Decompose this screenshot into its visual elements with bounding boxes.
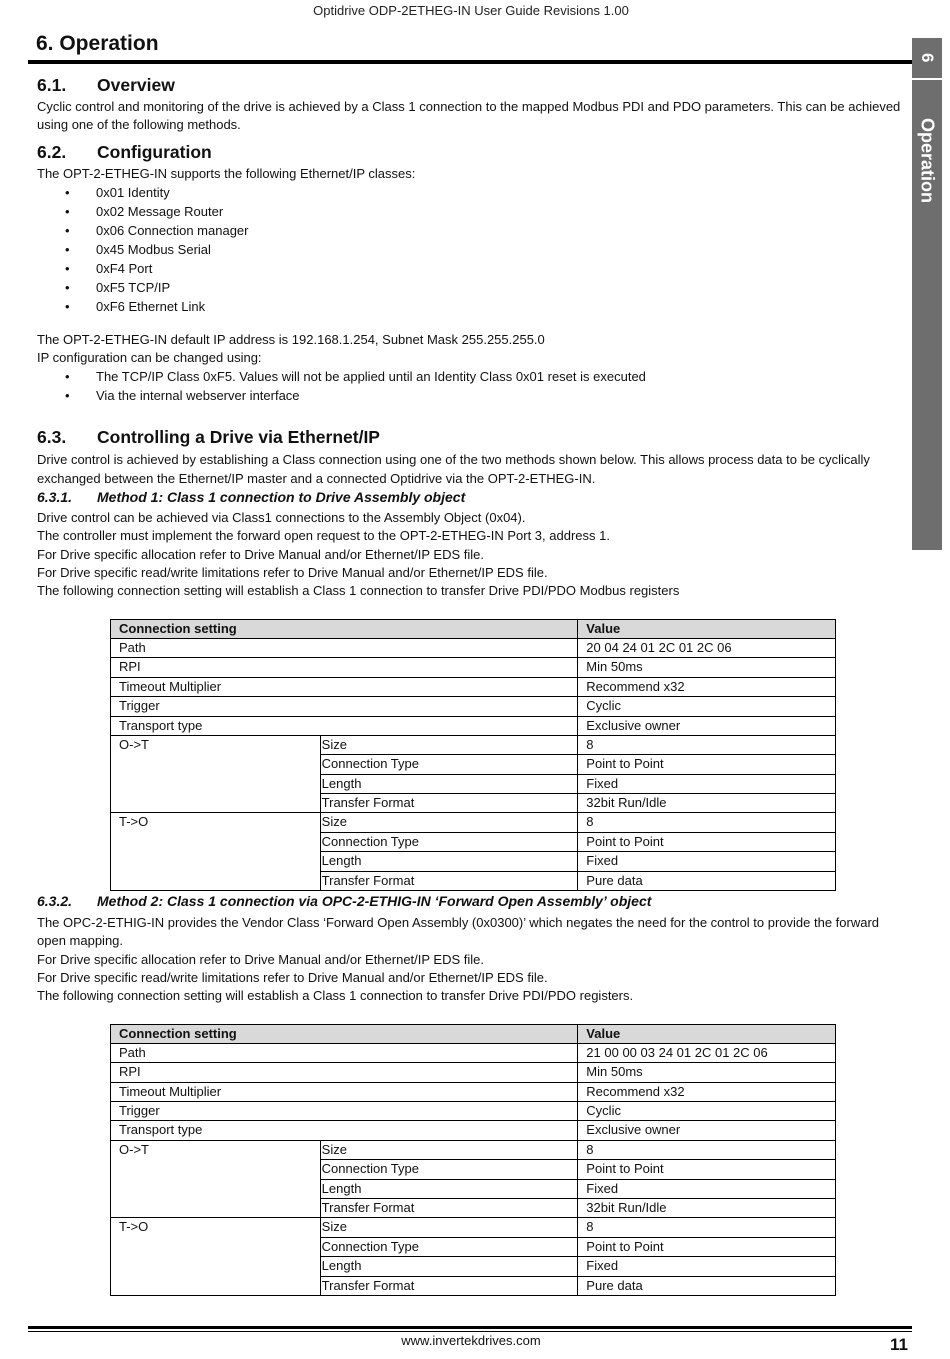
table-cell: Connection Type (320, 832, 578, 851)
ip-method-list (37, 367, 909, 405)
table-cell: Min 50ms (578, 1063, 836, 1082)
subsection-heading-6-3-1 (37, 488, 909, 507)
table-cell: Trigger (111, 697, 578, 716)
section-number: 6.3. (37, 427, 67, 448)
table-cell: Point to Point (578, 755, 836, 774)
table-cell: Timeout Multiplier (111, 1082, 578, 1101)
subsection-number: 6.3.1. (37, 489, 73, 506)
chapter-title: 6. Operation (36, 32, 159, 55)
controlling-paragraph: Drive control is achieved by establishing a Class connection using one of the two methods shown below. This allows process data to be cyclically exchanged between the Ethernet/IP master and a connected Optidrive via the OPT-2-ETHEG-IN. (37, 452, 870, 486)
ip-change-text: IP configuration can be changed using: (37, 350, 262, 366)
table-cell: Length (320, 852, 578, 871)
page-number: 11 (890, 1335, 908, 1354)
list-item: • The TCP/IP Class 0xF5. Values will not be applied until an Identity Class 0x01 reset is executed (37, 367, 909, 386)
list-item: • 0xF4 Port (37, 259, 909, 278)
table-cell: Point to Point (578, 832, 836, 851)
side-tab-number: 6 (918, 53, 937, 63)
method2-line: For Drive specific allocation refer to Drive Manual and/or Ethernet/IP EDS file. (37, 951, 485, 967)
method1-connection-table (110, 619, 836, 891)
table-header-row (111, 619, 836, 638)
side-tab-divider (912, 78, 942, 80)
table-cell: Transport type (111, 1121, 578, 1140)
table-cell: 8 (578, 735, 836, 754)
ethernet-ip-class-list (37, 183, 909, 316)
subsection-title: Method 1: Class 1 connection to Drive Assembly object (97, 489, 466, 506)
table-cell: Point to Point (578, 1237, 836, 1256)
table-cell: Exclusive owner (578, 716, 836, 735)
chapter-side-tab (912, 38, 942, 550)
table-cell: Exclusive owner (578, 1121, 836, 1140)
table-cell: Fixed (578, 1257, 836, 1276)
list-item: • Via the internal webserver interface (37, 386, 909, 405)
table-row (111, 658, 836, 677)
list-item: • 0x01 Identity (37, 183, 909, 202)
method1-line: For Drive specific allocation refer to Drive Manual and/or Ethernet/IP EDS file. (37, 546, 485, 562)
section-number: 6.2. (37, 141, 67, 162)
table-cell: Timeout Multiplier (111, 677, 578, 696)
chapter-rule (28, 60, 912, 64)
table-row (111, 813, 836, 832)
configuration-intro: The OPT-2-ETHEG-IN supports the following Ethernet/IP classes: (37, 165, 416, 181)
section-heading-6-3 (37, 426, 909, 448)
table-cell: Point to Point (578, 1160, 836, 1179)
method1-line: The controller must implement the forward open request to the OPT-2-ETHEG-IN Port 3, address 1. (37, 528, 610, 544)
table-row (111, 1102, 836, 1121)
table-row (111, 1043, 836, 1062)
table-cell: Transfer Format (320, 1276, 578, 1295)
section-number: 6.1. (37, 75, 67, 95)
page-content (37, 74, 909, 1296)
subsection-title: Method 2: Class 1 connection via OPC-2-ETHIG-IN ‘Forward Open Assembly’ object (97, 893, 652, 910)
method2-connection-table (110, 1024, 836, 1296)
column-header: Value (578, 1024, 836, 1043)
method2-paragraph: The OPC-2-ETHIG-IN provides the Vendor Class ‘Forward Open Assembly (0x0300)’ which negates the need for the control to provide the forward open mapping. (37, 915, 880, 949)
method1-line: For Drive specific read/write limitations refer to Drive Manual and/or Ethernet/IP EDS file. (37, 564, 548, 580)
subsection-number: 6.3.2. (37, 893, 73, 910)
default-ip-text: The OPT-2-ETHEG-IN default IP address is 192.168.1.254, Subnet Mask 255.255.255.0 (37, 331, 545, 347)
table-cell: Pure data (578, 871, 836, 890)
table-cell: Length (320, 774, 578, 793)
section-title: Configuration (97, 141, 212, 162)
table-row (111, 677, 836, 696)
table-cell: Cyclic (578, 697, 836, 716)
list-item: • 0xF6 Ethernet Link (37, 297, 909, 316)
table-row (111, 1218, 836, 1237)
side-tab-label: Operation (917, 118, 938, 204)
table-cell: Cyclic (578, 1102, 836, 1121)
section-title: Controlling a Drive via Ethernet/IP (97, 427, 380, 448)
table-row (111, 735, 836, 754)
table-cell: RPI (111, 658, 578, 677)
list-item: • 0x02 Message Router (37, 202, 909, 221)
table-cell: T->O (111, 813, 321, 891)
footer-rule-thick (28, 1326, 912, 1329)
table-cell: 32bit Run/Idle (578, 1199, 836, 1218)
table-row (111, 638, 836, 657)
table-row (111, 1121, 836, 1140)
table-cell: Transfer Format (320, 871, 578, 890)
column-header: Connection setting (111, 1024, 578, 1043)
table-cell: Size (320, 735, 578, 754)
table-cell: Min 50ms (578, 658, 836, 677)
column-header: Connection setting (111, 619, 578, 638)
column-header: Value (578, 619, 836, 638)
footer-rule-thin (28, 1331, 912, 1332)
table-cell: Connection Type (320, 1237, 578, 1256)
table-cell: Size (320, 1218, 578, 1237)
table-cell: 21 00 00 03 24 01 2C 01 2C 06 (578, 1043, 836, 1062)
table-cell: Pure data (578, 1276, 836, 1295)
running-header: Optidrive ODP-2ETHEG-IN User Guide Revisions 1.00 (313, 3, 629, 18)
table-cell: Path (111, 1043, 578, 1062)
overview-paragraph: Cyclic control and monitoring of the drive is achieved by a Class 1 connection to the mapped Modbus PDI and PDO parameters. This can be achieved using one of the following methods. (37, 99, 901, 133)
list-item: • 0xF5 TCP/IP (37, 278, 909, 297)
table-cell: 8 (578, 1218, 836, 1237)
section-heading-6-1 (37, 74, 909, 96)
footer-website-link[interactable]: www.invertekdrives.com (401, 1333, 541, 1348)
table-cell: Size (320, 1140, 578, 1159)
method1-line: The following connection setting will establish a Class 1 connection to transfer Drive PDI/PDO Modbus registers (37, 583, 680, 599)
table-row (111, 697, 836, 716)
table-row (111, 1140, 836, 1159)
table-row (111, 1063, 836, 1082)
table-cell: Transport type (111, 716, 578, 735)
method1-line: Drive control can be achieved via Class1 connections to the Assembly Object (0x04). (37, 510, 526, 526)
table-cell: RPI (111, 1063, 578, 1082)
table-cell: 8 (578, 1140, 836, 1159)
list-item: • 0x45 Modbus Serial (37, 240, 909, 259)
table-cell: Fixed (578, 852, 836, 871)
section-title: Overview (97, 75, 175, 95)
table-cell: Connection Type (320, 755, 578, 774)
list-item: • 0x06 Connection manager (37, 221, 909, 240)
table-cell: T->O (111, 1218, 321, 1296)
table-cell: Transfer Format (320, 794, 578, 813)
table-cell: 8 (578, 813, 836, 832)
table-cell: Recommend x32 (578, 677, 836, 696)
table-header-row (111, 1024, 836, 1043)
table-cell: Fixed (578, 1179, 836, 1198)
table-cell: Transfer Format (320, 1199, 578, 1218)
method2-line: The following connection setting will establish a Class 1 connection to transfer Drive PDI/PDO registers. (37, 988, 634, 1004)
table-cell: Recommend x32 (578, 1082, 836, 1101)
table-cell: 20 04 24 01 2C 01 2C 06 (578, 638, 836, 657)
table-cell: Path (111, 638, 578, 657)
table-cell: Trigger (111, 1102, 578, 1121)
table-cell: Length (320, 1257, 578, 1276)
table-cell: Size (320, 813, 578, 832)
method2-line: For Drive specific read/write limitations refer to Drive Manual and/or Ethernet/IP EDS file. (37, 969, 548, 985)
table-cell: Length (320, 1179, 578, 1198)
table-cell: Connection Type (320, 1160, 578, 1179)
table-row (111, 1082, 836, 1101)
subsection-heading-6-3-2 (37, 892, 909, 911)
table-cell: O->T (111, 1140, 321, 1218)
table-cell: Fixed (578, 774, 836, 793)
section-heading-6-2 (37, 141, 909, 163)
table-cell: O->T (111, 735, 321, 813)
table-cell: 32bit Run/Idle (578, 794, 836, 813)
table-row (111, 716, 836, 735)
